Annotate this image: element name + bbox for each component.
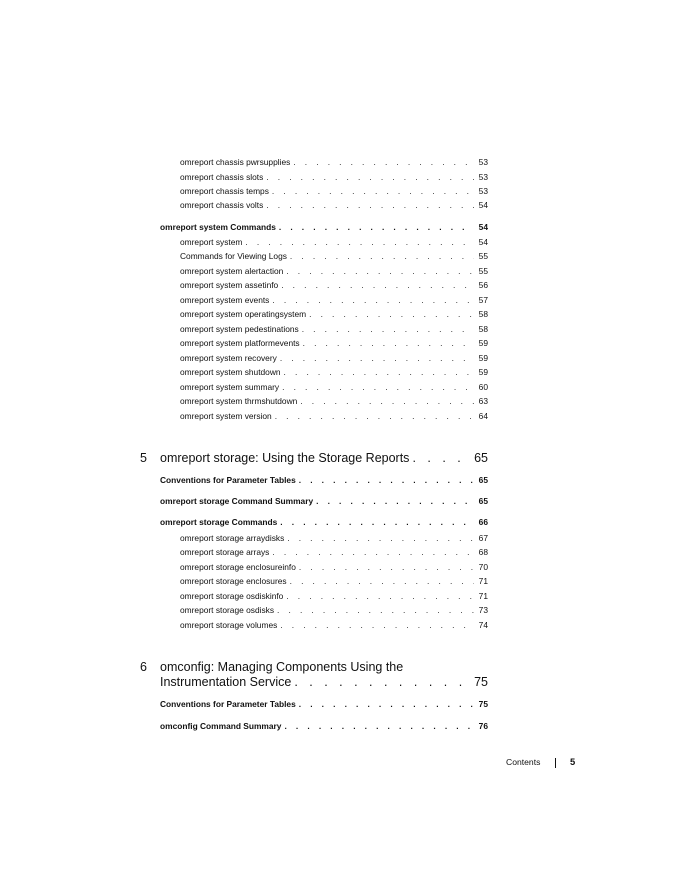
toc-entry[interactable] bbox=[180, 157, 488, 167]
toc-entry-label: omreport storage osdisks bbox=[180, 605, 275, 615]
toc-entry[interactable] bbox=[180, 547, 488, 557]
toc-entry-page: 59 bbox=[478, 338, 488, 348]
toc-entry-page: 68 bbox=[478, 547, 488, 557]
dot-leader bbox=[281, 367, 474, 377]
dot-leader bbox=[263, 172, 474, 182]
dot-leader bbox=[242, 237, 474, 247]
toc-entry-label: omreport chassis pwrsupplies bbox=[180, 157, 291, 167]
toc-entry[interactable] bbox=[180, 338, 488, 348]
toc-section-page: 54 bbox=[478, 222, 488, 232]
toc-section-label: Conventions for Parameter Tables bbox=[160, 475, 296, 485]
dot-leader bbox=[287, 251, 474, 261]
toc-chapter[interactable] bbox=[160, 451, 488, 465]
dot-leader bbox=[269, 186, 474, 196]
toc-entry-page: 67 bbox=[478, 533, 488, 543]
dot-leader bbox=[278, 280, 474, 290]
footer-page-number: 5 bbox=[570, 756, 576, 767]
toc-entry-label: omreport system operatingsystem bbox=[180, 309, 307, 319]
toc-entry-page: 71 bbox=[478, 576, 488, 586]
toc-entry[interactable] bbox=[180, 562, 488, 572]
dot-leader bbox=[274, 605, 474, 615]
toc-section-label: omconfig Command Summary bbox=[160, 721, 282, 731]
toc-section[interactable] bbox=[160, 475, 488, 485]
dot-leader bbox=[299, 324, 474, 334]
dot-leader bbox=[313, 496, 474, 506]
toc-entry-page: 54 bbox=[478, 237, 488, 247]
toc-section[interactable] bbox=[160, 222, 488, 232]
toc-entry-label: omreport storage enclosureinfo bbox=[180, 562, 296, 572]
toc-entry[interactable] bbox=[180, 620, 488, 630]
toc-entry[interactable] bbox=[180, 576, 488, 586]
dot-leader bbox=[287, 576, 474, 586]
toc-entry-page: 74 bbox=[478, 620, 488, 630]
toc-entry-label: omreport system thrmshutdown bbox=[180, 396, 298, 406]
dot-leader bbox=[269, 295, 474, 305]
toc-entry[interactable] bbox=[180, 367, 488, 377]
toc-chapter-page: 65 bbox=[474, 451, 488, 465]
dot-leader bbox=[269, 547, 474, 557]
toc-chapter-page: 75 bbox=[474, 675, 488, 689]
chapter-number: 5 bbox=[140, 451, 147, 465]
dot-leader bbox=[291, 675, 472, 689]
toc-section-page: 65 bbox=[478, 475, 488, 485]
toc-entry-label: omreport chassis slots bbox=[180, 172, 264, 182]
toc-entry-page: 71 bbox=[478, 591, 488, 601]
dot-leader bbox=[284, 533, 474, 543]
dot-leader bbox=[283, 591, 474, 601]
toc-section-page: 75 bbox=[478, 699, 488, 709]
toc-entry[interactable] bbox=[180, 200, 488, 210]
toc-chapter[interactable] bbox=[160, 675, 488, 689]
toc-section-label: omreport storage Commands bbox=[160, 517, 278, 527]
footer-divider bbox=[555, 758, 556, 768]
toc-entry-page: 58 bbox=[478, 309, 488, 319]
toc-entry-page: 55 bbox=[478, 266, 488, 276]
dot-leader bbox=[277, 620, 474, 630]
toc-entry[interactable] bbox=[180, 533, 488, 543]
dot-leader bbox=[276, 222, 474, 232]
toc-section-label: omreport system Commands bbox=[160, 222, 276, 232]
toc-section-page: 66 bbox=[478, 517, 488, 527]
toc-section[interactable] bbox=[160, 496, 488, 506]
toc-entry[interactable] bbox=[180, 324, 488, 334]
dot-leader bbox=[281, 721, 474, 731]
toc-entry-label: omreport storage arraydisks bbox=[180, 533, 285, 543]
toc-entry-page: 57 bbox=[478, 295, 488, 305]
toc-entry-label: omreport storage osdiskinfo bbox=[180, 591, 284, 601]
toc-entry[interactable] bbox=[180, 591, 488, 601]
dot-leader bbox=[296, 699, 474, 709]
dot-leader bbox=[283, 266, 474, 276]
toc-entry[interactable] bbox=[180, 411, 488, 421]
toc-entry-label: omreport system bbox=[180, 237, 243, 247]
toc-entry-label: omreport system events bbox=[180, 295, 270, 305]
dot-leader bbox=[306, 309, 474, 319]
toc-entry-page: 54 bbox=[478, 200, 488, 210]
toc-entry[interactable] bbox=[180, 280, 488, 290]
toc-section-page: 76 bbox=[478, 721, 488, 731]
toc-entry[interactable] bbox=[180, 353, 488, 363]
dot-leader bbox=[263, 200, 474, 210]
toc-chapter-label: omreport storage: Using the Storage Reports bbox=[160, 451, 410, 465]
toc-entry-label: omreport system platformevents bbox=[180, 338, 300, 348]
toc-entry-label: omreport storage enclosures bbox=[180, 576, 287, 586]
dot-leader bbox=[290, 157, 474, 167]
toc-entry-page: 56 bbox=[478, 280, 488, 290]
footer-label: Contents bbox=[506, 757, 541, 767]
toc-entry-label: omreport system assetinfo bbox=[180, 280, 279, 290]
dot-leader bbox=[279, 382, 474, 392]
toc-entry-page: 64 bbox=[478, 411, 488, 421]
toc-entry-label: omreport system summary bbox=[180, 382, 280, 392]
toc-entry-label: omreport system recovery bbox=[180, 353, 277, 363]
toc-entry[interactable] bbox=[180, 266, 488, 276]
toc-entry-page: 63 bbox=[478, 396, 488, 406]
toc-entry-page: 58 bbox=[478, 324, 488, 334]
toc-entry-page: 59 bbox=[478, 367, 488, 377]
toc-entry-label: omreport chassis temps bbox=[180, 186, 269, 196]
dot-leader bbox=[277, 353, 474, 363]
toc-entry-label: omreport chassis volts bbox=[180, 200, 264, 210]
toc-entry[interactable] bbox=[180, 172, 488, 182]
toc-chapter-label: Instrumentation Service bbox=[160, 675, 292, 689]
toc-section-label: omreport storage Command Summary bbox=[160, 496, 314, 506]
dot-leader bbox=[409, 451, 472, 465]
toc-section[interactable] bbox=[160, 517, 488, 527]
chapter-number: 6 bbox=[140, 660, 147, 674]
toc-entry-label: omreport storage arrays bbox=[180, 547, 270, 557]
toc-entry-page: 60 bbox=[478, 382, 488, 392]
toc-entry-label: omreport system shutdown bbox=[180, 367, 281, 377]
toc-entry[interactable] bbox=[180, 186, 488, 196]
toc-entry-label: omreport storage volumes bbox=[180, 620, 278, 630]
toc-entry-page: 53 bbox=[478, 172, 488, 182]
dot-leader bbox=[296, 475, 474, 485]
toc-entry-label: omreport system pedestinations bbox=[180, 324, 299, 334]
toc-entry[interactable] bbox=[180, 295, 488, 305]
dot-leader bbox=[272, 411, 474, 421]
toc-section[interactable] bbox=[160, 721, 488, 731]
toc-entry[interactable] bbox=[180, 237, 488, 247]
toc-section[interactable] bbox=[160, 699, 488, 709]
toc-entry-page: 70 bbox=[478, 562, 488, 572]
toc-section-label: Conventions for Parameter Tables bbox=[160, 699, 296, 709]
toc-entry[interactable] bbox=[180, 309, 488, 319]
toc-entry-label: omreport system alertaction bbox=[180, 266, 284, 276]
toc-chapter-label-line1[interactable]: omconfig: Managing Components Using the bbox=[160, 660, 404, 674]
toc-section-page: 65 bbox=[478, 496, 488, 506]
dot-leader bbox=[297, 396, 474, 406]
dot-leader bbox=[277, 517, 474, 527]
toc-entry-label: Commands for Viewing Logs bbox=[180, 251, 287, 261]
dot-leader bbox=[296, 562, 474, 572]
toc-entry-page: 53 bbox=[478, 186, 488, 196]
toc-entry[interactable] bbox=[180, 396, 488, 406]
toc-entry-page: 73 bbox=[478, 605, 488, 615]
toc-entry[interactable] bbox=[180, 251, 488, 261]
toc-entry-label: omreport system version bbox=[180, 411, 272, 421]
toc-entry-page: 55 bbox=[478, 251, 488, 261]
toc-entry-page: 53 bbox=[478, 157, 488, 167]
toc-entry[interactable] bbox=[180, 382, 488, 392]
toc-entry[interactable] bbox=[180, 605, 488, 615]
toc-entry-page: 59 bbox=[478, 353, 488, 363]
dot-leader bbox=[300, 338, 474, 348]
